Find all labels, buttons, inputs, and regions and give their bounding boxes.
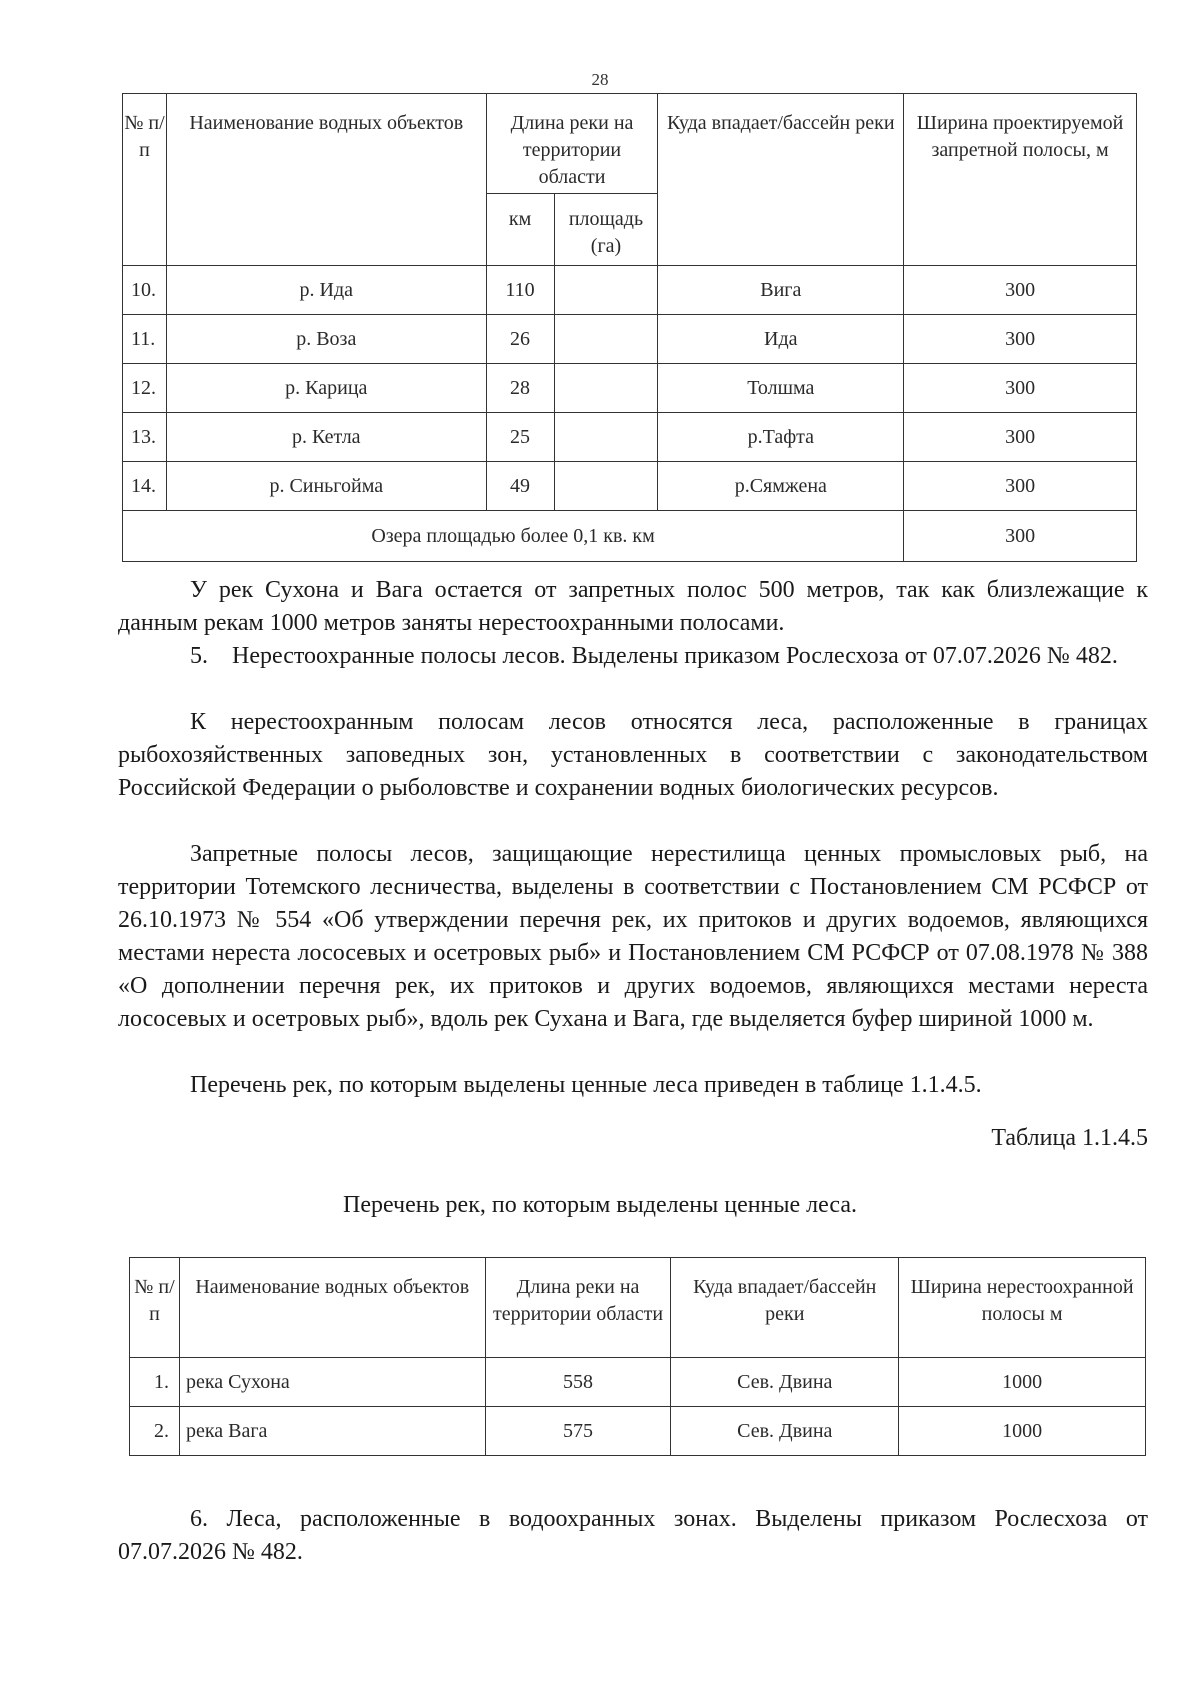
- row-mouth: Толшма: [658, 364, 904, 413]
- lakes-label: Озера площадью более 0,1 кв. км: [123, 511, 904, 562]
- row-area: [554, 462, 658, 511]
- row-name: р. Ида: [166, 266, 486, 315]
- header-length: Длина реки на территории области: [485, 1258, 671, 1358]
- header-width: Ширина проектируемой запретной полосы, м: [904, 94, 1137, 266]
- header-mouth: Куда впадает/бассейн реки: [658, 94, 904, 266]
- row-name: река Вага: [179, 1407, 485, 1456]
- row-name: р. Воза: [166, 315, 486, 364]
- row-width: 300: [904, 266, 1137, 315]
- header-name: Наименование водных объектов: [179, 1258, 485, 1358]
- row-mouth: р.Тафта: [658, 413, 904, 462]
- row-name: р. Синьгойма: [166, 462, 486, 511]
- table-header-row: [123, 94, 1137, 194]
- lakes-width: 300: [904, 511, 1137, 562]
- header-width: Ширина нерестоохранной полосы м: [899, 1258, 1146, 1358]
- row-name: р. Кетла: [166, 413, 486, 462]
- paragraph-spawning-definition: К нерестоохранным полосам лесов относятся леса, расположенные в границах рыбохозяйственных заповедных зон, установленных в соответствии с законодательством Российской Федерации о рыболовстве и сохранении водных биологических ресурсов.: [118, 709, 1148, 801]
- page-number: 28: [591, 70, 609, 89]
- paragraph-table-reference: Перечень рек, по которым выделены ценные леса приведен в таблице 1.1.4.5.: [190, 1072, 982, 1098]
- row-width: 1000: [899, 1358, 1146, 1407]
- row-num: 14.: [123, 462, 167, 511]
- row-mouth: Вига: [658, 266, 904, 315]
- row-name: р. Карица: [166, 364, 486, 413]
- header-length: Длина реки на территории области: [486, 94, 658, 194]
- header-name: Наименование водных объектов: [166, 94, 486, 266]
- row-area: [554, 266, 658, 315]
- table-row: [123, 266, 1137, 315]
- paragraph-item-5: 5. Нерестоохранные полосы лесов. Выделены приказом Рослесхоза от 07.07.2026 № 482.: [190, 643, 1118, 669]
- row-num: 2.: [130, 1407, 180, 1456]
- row-mouth: Ида: [658, 315, 904, 364]
- header-length-area: площадь (га): [554, 194, 658, 266]
- row-num: 11.: [123, 315, 167, 364]
- row-num: 10.: [123, 266, 167, 315]
- header-num: № п/п: [130, 1258, 180, 1358]
- row-km: 28: [486, 364, 554, 413]
- row-name: река Сухона: [179, 1358, 485, 1407]
- row-width: 300: [904, 364, 1137, 413]
- prohibited-strips-table: [122, 93, 1137, 562]
- row-area: [554, 413, 658, 462]
- row-mouth: р.Сямжена: [658, 462, 904, 511]
- row-length: 575: [485, 1407, 671, 1456]
- row-width: 300: [904, 462, 1137, 511]
- row-km: 25: [486, 413, 554, 462]
- valuable-forests-table: [129, 1257, 1146, 1456]
- row-area: [554, 364, 658, 413]
- row-width: 1000: [899, 1407, 1146, 1456]
- row-mouth: Сев. Двина: [671, 1358, 899, 1407]
- table-title: Перечень рек, по которым выделены ценные леса.: [342, 1192, 858, 1218]
- row-length: 558: [485, 1358, 671, 1407]
- table-row: [123, 462, 1137, 511]
- paragraph-remaining-strips: У рек Сухона и Вага остается от запретных полос 500 метров, так как близлежащие к данным рекам 1000 метров заняты нерестоохранными полосами.: [118, 577, 1148, 636]
- row-area: [554, 315, 658, 364]
- paragraph-prohibited-strips: Запретные полосы лесов, защищающие нерестилища ценных промысловых рыб, на территории Тотемского лесничества, выделены в соответствии с Постановлением СМ РСФСР от 26.10.1973 № 554 «Об утверждении перечня рек, их притоков и других водоемов, являющихся местами нереста лососевых и осетровых рыб» и Постановлением СМ РСФСР от 07.08.1978 № 388 «О дополнении перечня рек, их притоков и других водоемов, являющихся местами нереста лососевых и осетровых рыб», вдоль рек Сухана и Вага, где выделяется буфер шириной 1000 м.: [118, 841, 1148, 1032]
- lakes-row: [123, 511, 1137, 562]
- table-row: [130, 1358, 1146, 1407]
- row-num: 12.: [123, 364, 167, 413]
- paragraph-item-6: 6. Леса, расположенные в водоохранных зонах. Выделены приказом Рослесхоза от 07.07.2026 № 482.: [118, 1506, 1148, 1565]
- header-num: № п/п: [123, 94, 167, 266]
- row-width: 300: [904, 315, 1137, 364]
- header-length-km: км: [486, 194, 554, 266]
- table-row: [123, 413, 1137, 462]
- row-num: 13.: [123, 413, 167, 462]
- header-mouth: Куда впадает/бассейн реки: [671, 1258, 899, 1358]
- table-row: [123, 315, 1137, 364]
- row-width: 300: [904, 413, 1137, 462]
- table-row: [123, 364, 1137, 413]
- table-label: Таблица 1.1.4.5: [991, 1125, 1148, 1151]
- row-km: 26: [486, 315, 554, 364]
- table-header-row: [130, 1258, 1146, 1358]
- row-km: 110: [486, 266, 554, 315]
- row-num: 1.: [130, 1358, 180, 1407]
- row-mouth: Сев. Двина: [671, 1407, 899, 1456]
- table-row: [130, 1407, 1146, 1456]
- row-km: 49: [486, 462, 554, 511]
